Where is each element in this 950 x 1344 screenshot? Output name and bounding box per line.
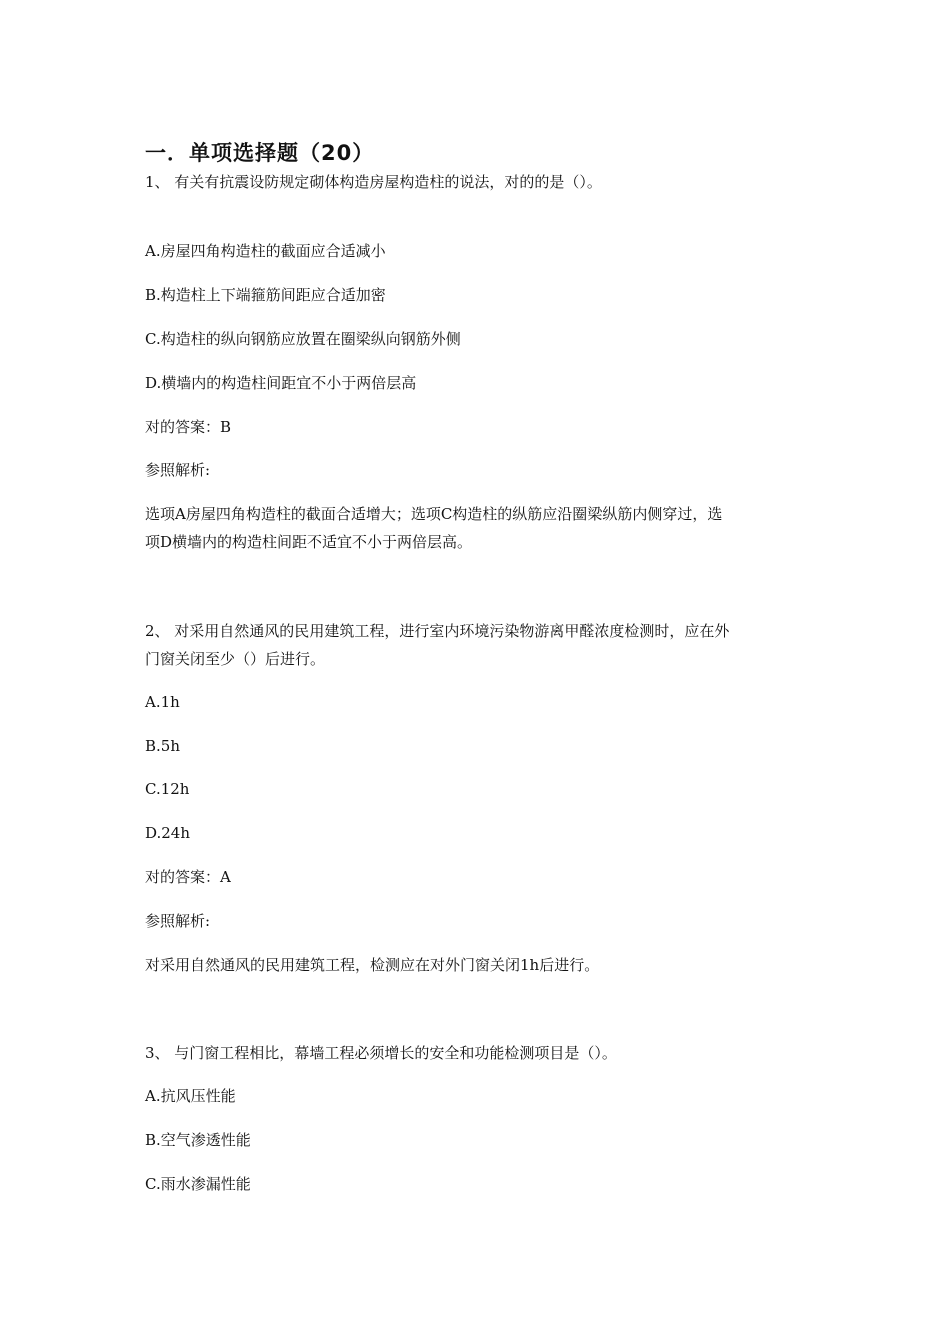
question-2-option-c: C.12h (145, 780, 190, 798)
question-3-stem: 3、 与门窗工程相比，幕墙工程必须增长的安全和功能检测项目是（）。 (145, 1044, 617, 1062)
question-3-option-b: B.空气渗透性能 (145, 1131, 251, 1149)
question-1-stem: 1、 有关有抗震设防规定砌体构造房屋构造柱的说法，对的的是（）。 (145, 173, 602, 191)
section-title: 一．单项选择题（20） (145, 141, 375, 165)
question-1-answer: 对的答案：B (145, 418, 232, 436)
question-2-stem-line-1: 2、 对采用自然通风的民用建筑工程，进行室内环境污染物游离甲醛浓度检测时，应在外 (145, 622, 730, 640)
question-2-stem-line-2: 门窗关闭至少（）后进行。 (145, 650, 326, 668)
question-3-option-a: A.抗风压性能 (145, 1087, 236, 1105)
question-2-answer: 对的答案：A (145, 868, 231, 886)
question-1-analysis-line-2: 项D横墙内的构造柱间距不适宜不小于两倍层高。 (145, 533, 473, 551)
question-1-option-c: C.构造柱的纵向钢筋应放置在圈梁纵向钢筋外侧 (145, 330, 461, 348)
question-1-analysis-line-1: 选项A房屋四角构造柱的截面合适增大；选项C构造柱的纵筋应沿圈梁纵筋内侧穿过，选 (145, 505, 723, 523)
question-1-analysis-label: 参照解析: (145, 461, 211, 479)
question-2-option-b: B.5h (145, 737, 180, 755)
question-1-option-a: A.房屋四角构造柱的截面应合适减小 (145, 242, 386, 260)
question-1-option-b: B.构造柱上下端箍筋间距应合适加密 (145, 286, 386, 304)
question-1-option-d: D.横墙内的构造柱间距宜不小于两倍层高 (145, 374, 417, 392)
question-2-analysis-label: 参照解析: (145, 912, 211, 930)
question-3-option-c: C.雨水渗漏性能 (145, 1175, 251, 1193)
question-2-option-d: D.24h (145, 824, 191, 842)
question-2-option-a: A.1h (145, 693, 180, 711)
question-2-analysis-line-1: 对采用自然通风的民用建筑工程，检测应在对外门窗关闭1h后进行。 (145, 956, 600, 974)
